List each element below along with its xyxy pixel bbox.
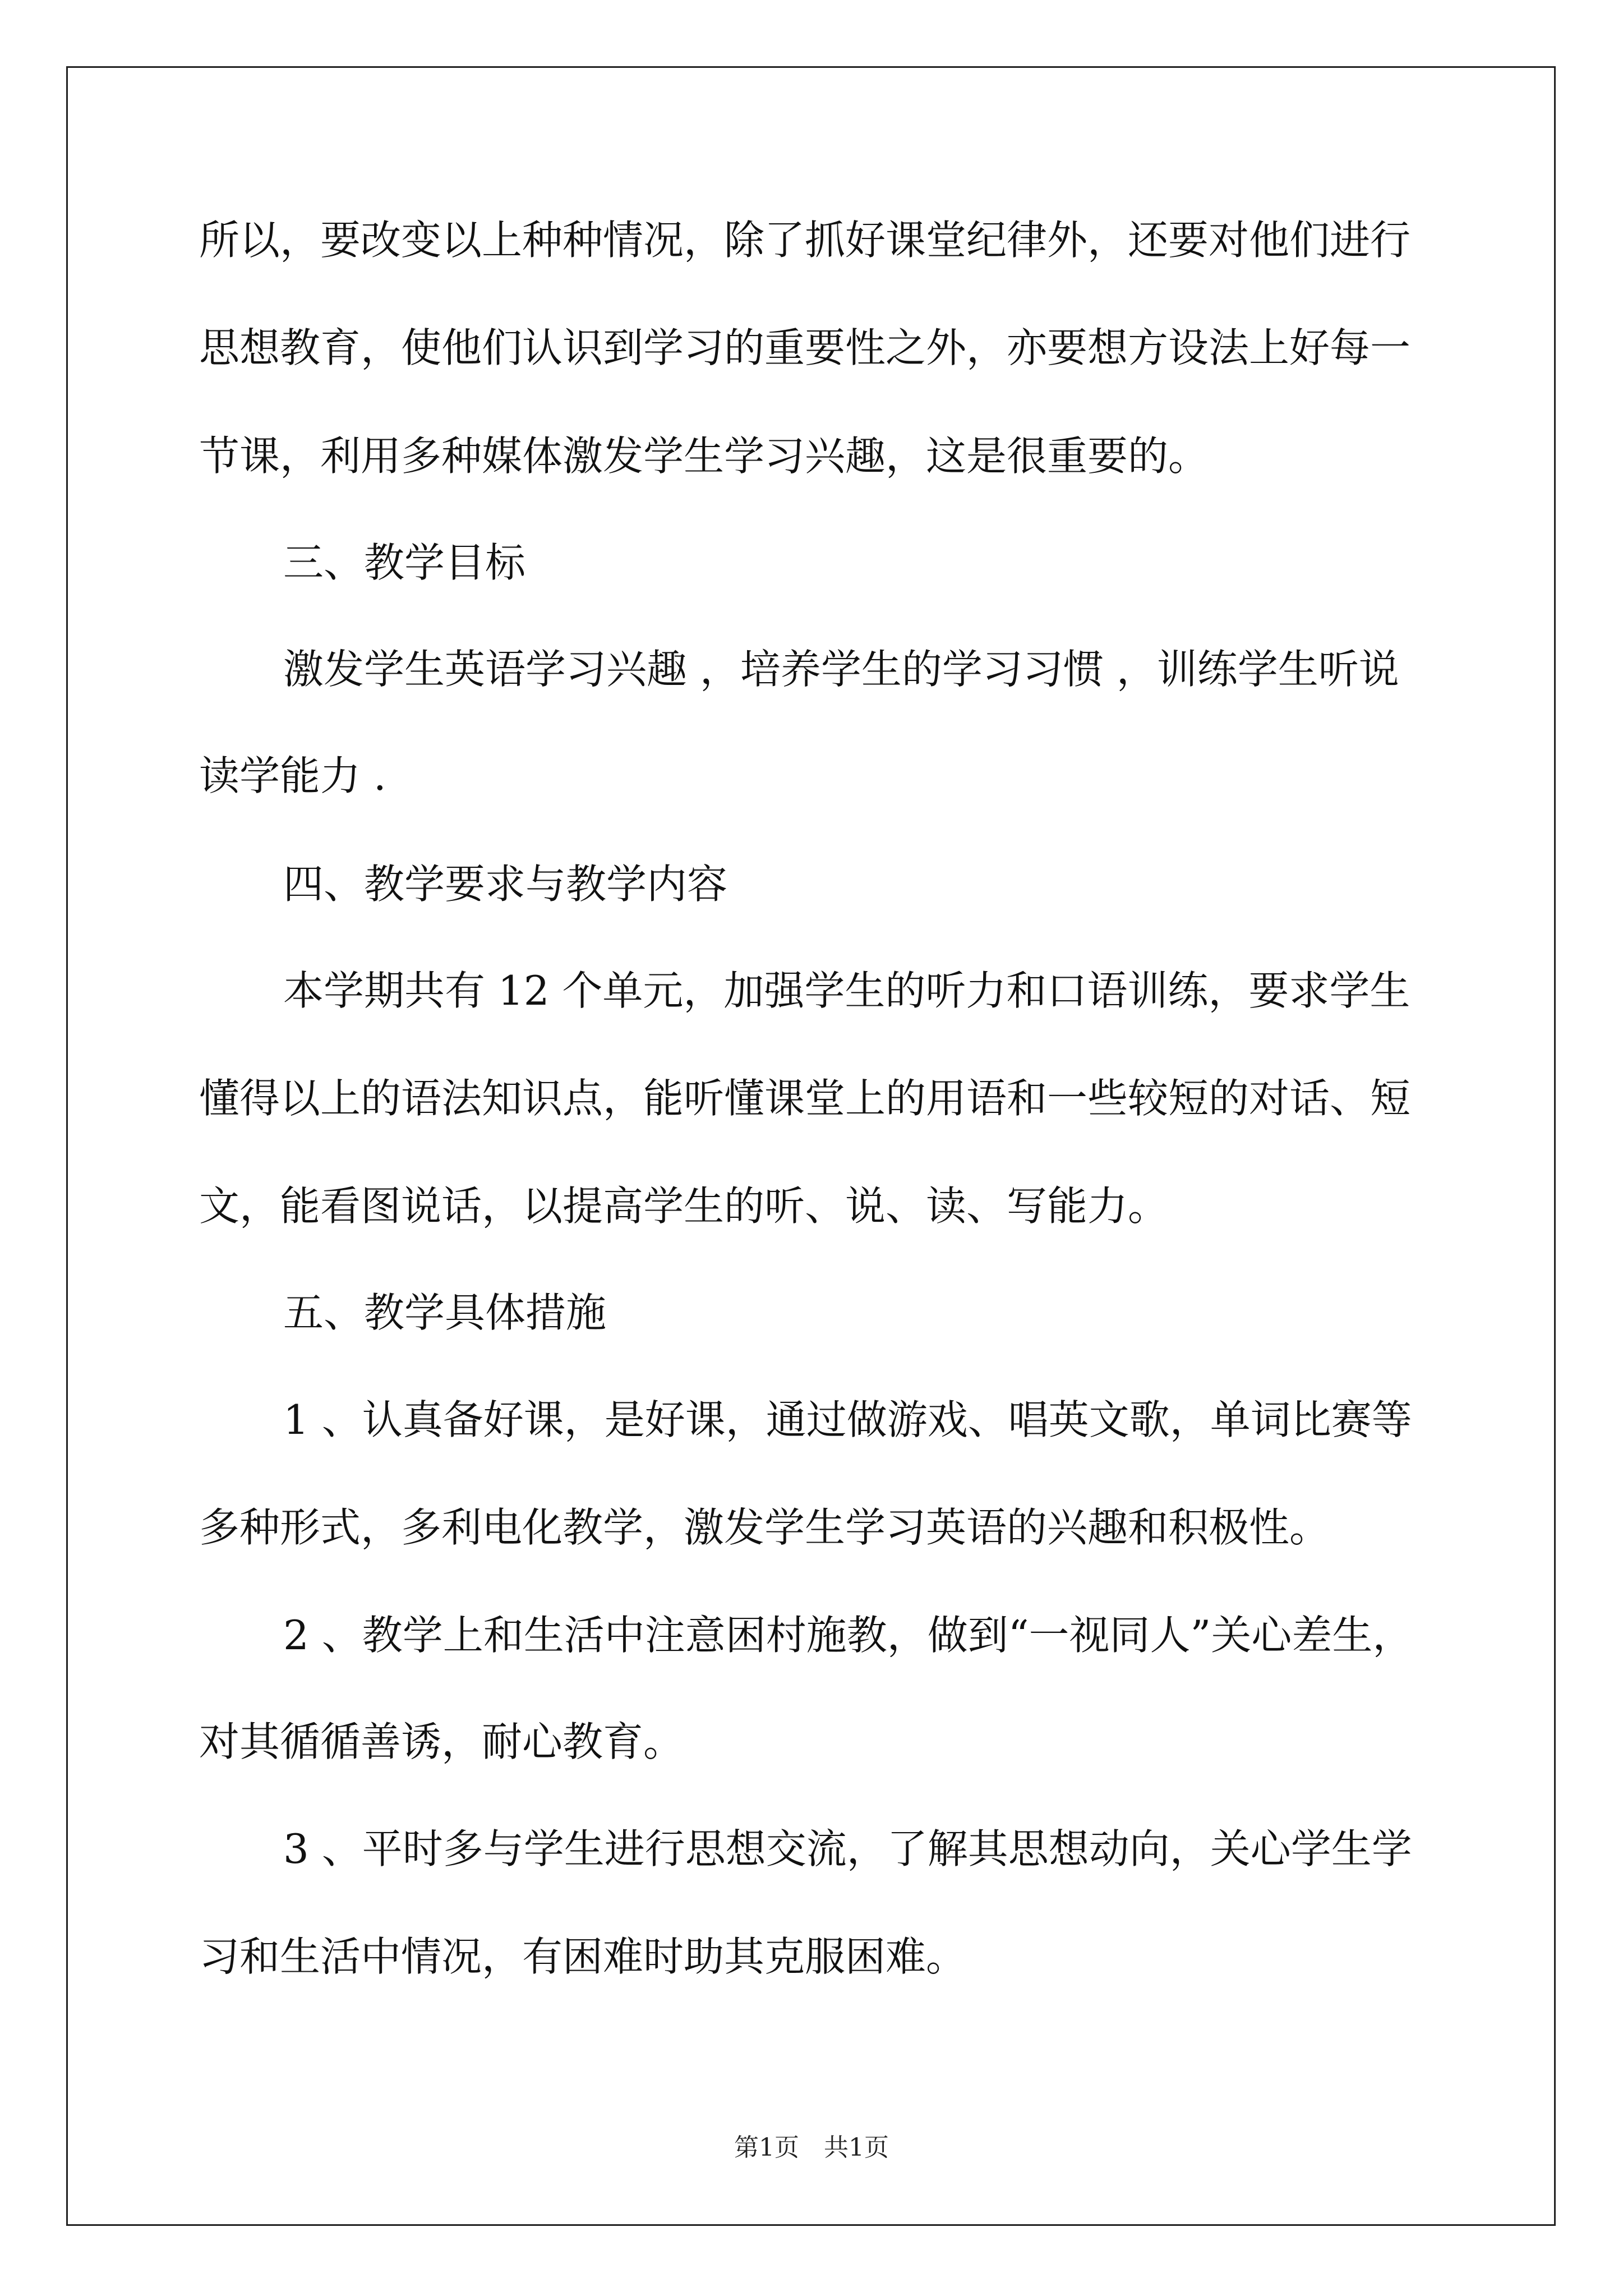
section-heading: 五、教学具体措施: [283, 1289, 607, 1336]
page-number: 第1页 共1页: [734, 2133, 889, 2162]
text-line: 对其循循善诱，耐心教育。: [199, 1718, 684, 1765]
section-heading: 四、教学要求与教学内容: [283, 861, 728, 908]
text-line: 3 、平时多与学生进行思想交流，了解其思想动向，关心学生学: [283, 1825, 1412, 1872]
text-line: 1 、认真备好课，是好课，通过做游戏、唱英文歌，单词比赛等: [283, 1396, 1412, 1443]
text-line: 所以，要改变以上种种情况，除了抓好课堂纪律外，还要对他们进行: [199, 217, 1411, 264]
text-line: 激发学生英语学习兴趣 ，培养学生的学习习惯 ，训练学生听说: [283, 646, 1399, 693]
section-heading: 三、教学目标: [283, 539, 526, 586]
page-border: [66, 66, 1556, 2226]
text-line: 读学能力 .: [199, 752, 386, 799]
text-line: 节课，利用多种媒体激发学生学习兴趣，这是很重要的。: [199, 432, 1209, 480]
text-line: 习和生活中情况，有困难时助其克服困难。: [199, 1933, 967, 1980]
text-line: 多种形式，多利电化教学，激发学生学习英语的兴趣和积极性。: [199, 1504, 1330, 1551]
text-line: 文，能看图说话，以提高学生的听、说、读、写能力。: [199, 1182, 1169, 1230]
text-line: 思想教育，使他们认识到学习的重要性之外，亦要想方设法上好每一: [199, 324, 1411, 371]
text-line: 2 、教学上和生活中注意困村施教，做到“一视同人”关心差生，: [283, 1612, 1413, 1659]
text-line: 懂得以上的语法知识点，能听懂课堂上的用语和一些较短的对话、短: [199, 1075, 1411, 1122]
text-line: 本学期共有 12 个单元，加强学生的听力和口语训练，要求学生: [283, 967, 1410, 1014]
